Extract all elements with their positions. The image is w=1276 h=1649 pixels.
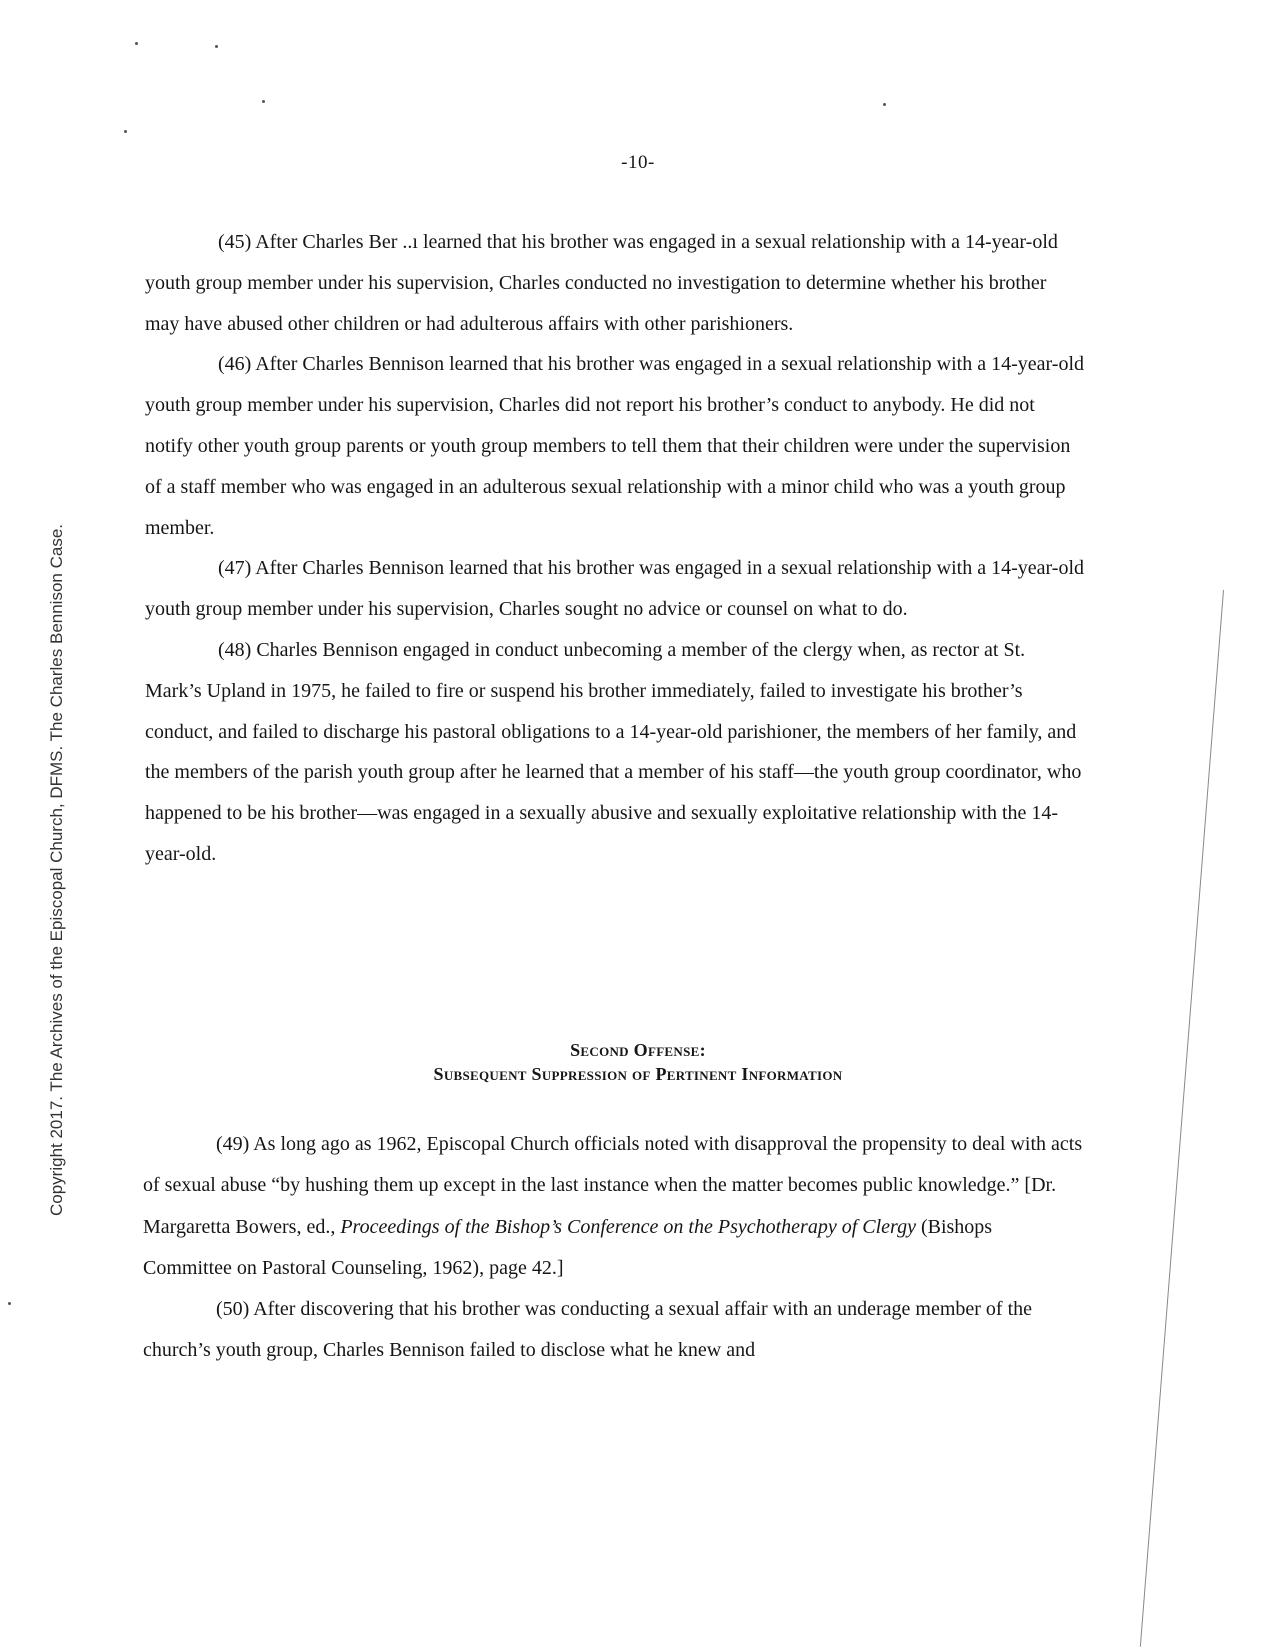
scan-speck <box>215 45 218 48</box>
paragraph-47: (47) After Charles Bennison learned that his brother was engaged in a sexual relationship with a 14-year-old youth group member under his supervision, Charles sought no advice or counsel on what to do. <box>145 557 1085 621</box>
allegations-second-offense <box>143 1124 1085 1372</box>
page-number: -10- <box>621 152 655 173</box>
section-heading-line-1: Second Offense: <box>570 1040 706 1060</box>
scan-speck <box>124 130 127 133</box>
section-heading-line-2: Subsequent Suppression of Pertinent Information <box>433 1064 843 1084</box>
scan-edge-line <box>1140 590 1224 1647</box>
paragraph-49-book-title: Proceedings of the Bishop’s Conference on the Psychotherapy of Clergy <box>340 1215 916 1238</box>
scan-speck <box>135 42 138 45</box>
paragraph-49-text-a: (49) As long ago as 1962, Episcopal Church officials noted with disapproval the propensity to deal with acts of sexual abuse “by hushing them up except in the last instance when the matter becomes public knowledge.” [Dr. Margaretta Bowers, ed., <box>143 1133 1083 1238</box>
section-heading <box>0 1038 1276 1086</box>
paragraph-50: (50) After discovering that his brother was conducting a sexual affair with an underage member of the church’s youth group, Charles Bennison failed to disclose what he knew and <box>143 1298 1033 1362</box>
scan-speck <box>262 100 265 103</box>
paragraph-45: (45) After Charles Ber ..ı learned that his brother was engaged in a sexual relationship with a 14-year-old youth group member under his supervision, Charles conducted no investigation to determine whether his brother may have abused other children or had adulterous affairs with other parishioners. <box>145 231 1058 335</box>
paragraph-48: (48) Charles Bennison engaged in conduct unbecoming a member of the clergy when, as rector at St. Mark’s Upland in 1975, he failed to fire or suspend his brother immediately, failed to investigate his brother’s conduct, and failed to discharge his pastoral obligations to a 14-year-old parishioner, the members of her family, and the members of the parish youth group after he learned that a member of his staff—the youth group coordinator, who happened to be his brother—was engaged in a sexually abusive and sexually exploitative relationship with the 14-year-old. <box>145 638 1082 865</box>
paragraph-49-text-b: (Bishops Committee on Pastoral Counseling, 1962), page 42.] <box>143 1215 993 1279</box>
scan-speck <box>883 103 886 106</box>
paragraph-46: (46) After Charles Bennison learned that his brother was engaged in a sexual relationship with a 14-year-old youth group member under his supervision, Charles did not report his brother’s conduct to anybody. He did not notify other youth group parents or youth group members to tell them that their children were under the supervision of a staff member who was engaged in an adulterous sexual relationship with a minor child who was a youth group member. <box>145 353 1085 539</box>
allegations-first-offense <box>145 222 1085 875</box>
copyright-side-notice: Copyright 2017. The Archives of the Episcopal Church, DFMS. The Charles Bennison Case. <box>47 523 66 1216</box>
scan-speck <box>8 1302 11 1305</box>
paragraph-49 <box>143 1124 1085 1289</box>
